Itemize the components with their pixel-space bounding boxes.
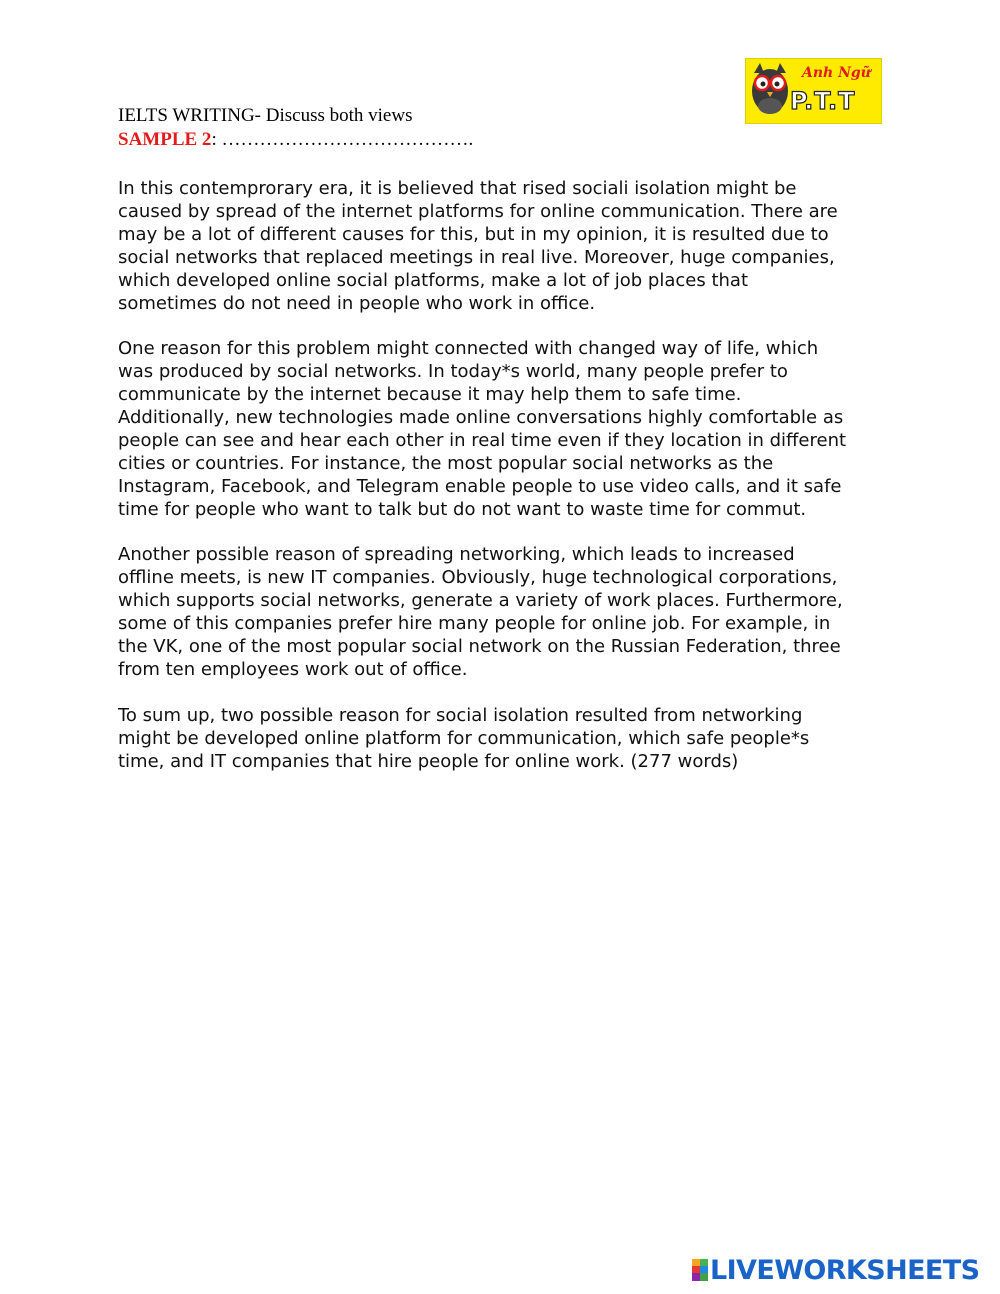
anh-ngu-ptt-logo <box>745 58 882 124</box>
document-title: IELTS WRITING- Discuss both views <box>118 105 413 126</box>
essay-line: Instagram, Facebook, and Telegram enable people to use video calls, and it safe <box>118 475 842 497</box>
essay-line: the VK, one of the most popular social network on the Russian Federation, three <box>118 636 841 658</box>
essay-line: Additionally, new technologies made online conversations highly comfortable as <box>118 407 844 429</box>
essay-body <box>118 178 888 796</box>
logo-cell <box>700 1273 708 1281</box>
liveworksheets-logo-icon <box>692 1259 708 1281</box>
essay-paragraph-body-1 <box>118 338 888 521</box>
sample-blank: : …………………………………. <box>211 129 474 150</box>
essay-line: was produced by social networks. In today*s world, many people prefer to <box>118 361 788 383</box>
essay-line: offline meets, is new IT companies. Obviously, huge technological corporations, <box>118 567 838 589</box>
logo-title: P.T.T <box>790 87 856 115</box>
essay-line: which supports social networks, generate a variety of work places. Furthermore, <box>118 590 843 612</box>
logo-cell <box>692 1273 700 1281</box>
essay-line: which developed online social platforms, make a lot of job places that <box>118 269 749 291</box>
essay-paragraph-body-2 <box>118 544 888 681</box>
essay-paragraph-conclusion <box>118 705 888 774</box>
logo-cell <box>692 1259 700 1266</box>
essay-line: To sum up, two possible reason for social isolation resulted from networking <box>118 704 803 726</box>
essay-line: from ten employees work out of office. <box>118 659 468 680</box>
essay-line: sometimes do not need in people who work in office. <box>118 292 596 314</box>
logo-cell <box>700 1266 708 1273</box>
essay-line: social networks that replaced meetings in real live. Moreover, huge companies, <box>118 246 835 268</box>
essay-paragraph-intro <box>118 178 888 315</box>
essay-line: cities or countries. For instance, the most popular social networks as the <box>118 452 774 474</box>
sample-label: SAMPLE 2 <box>118 129 212 150</box>
liveworksheets-brand[interactable] <box>692 1253 979 1287</box>
essay-line: might be developed online platform for communication, which safe people*s <box>118 727 810 749</box>
sample-heading <box>118 128 473 152</box>
essay-line: time for people who want to talk but do not want to waste time for commut. <box>118 498 807 520</box>
essay-line: time, and IT companies that hire people for online work. (277 words) <box>118 750 739 772</box>
essay-line: communicate by the internet because it may help them to safe time. <box>118 384 742 406</box>
logo-cell <box>700 1259 708 1266</box>
liveworksheets-wordmark: LIVEWORKSHEETS <box>710 1254 980 1286</box>
document-header <box>118 104 473 152</box>
logo-cell <box>692 1266 700 1273</box>
essay-line: Another possible reason of spreading networking, which leads to increased <box>118 544 795 566</box>
essay-line: people can see and hear each other in real time even if they location in different <box>118 429 847 451</box>
essay-line: In this contemprorary era, it is believed that rised sociali isolation might be <box>118 178 797 199</box>
essay-line: some of this companies prefer hire many people for online job. For example, in <box>118 613 831 635</box>
essay-line: caused by spread of the internet platforms for online communication. There are <box>118 200 838 222</box>
logo-subtitle: Anh Ngữ <box>802 65 871 81</box>
essay-line: may be a lot of different causes for this, but in my opinion, it is resulted due to <box>118 223 829 245</box>
essay-line: One reason for this problem might connected with changed way of life, which <box>118 338 819 360</box>
